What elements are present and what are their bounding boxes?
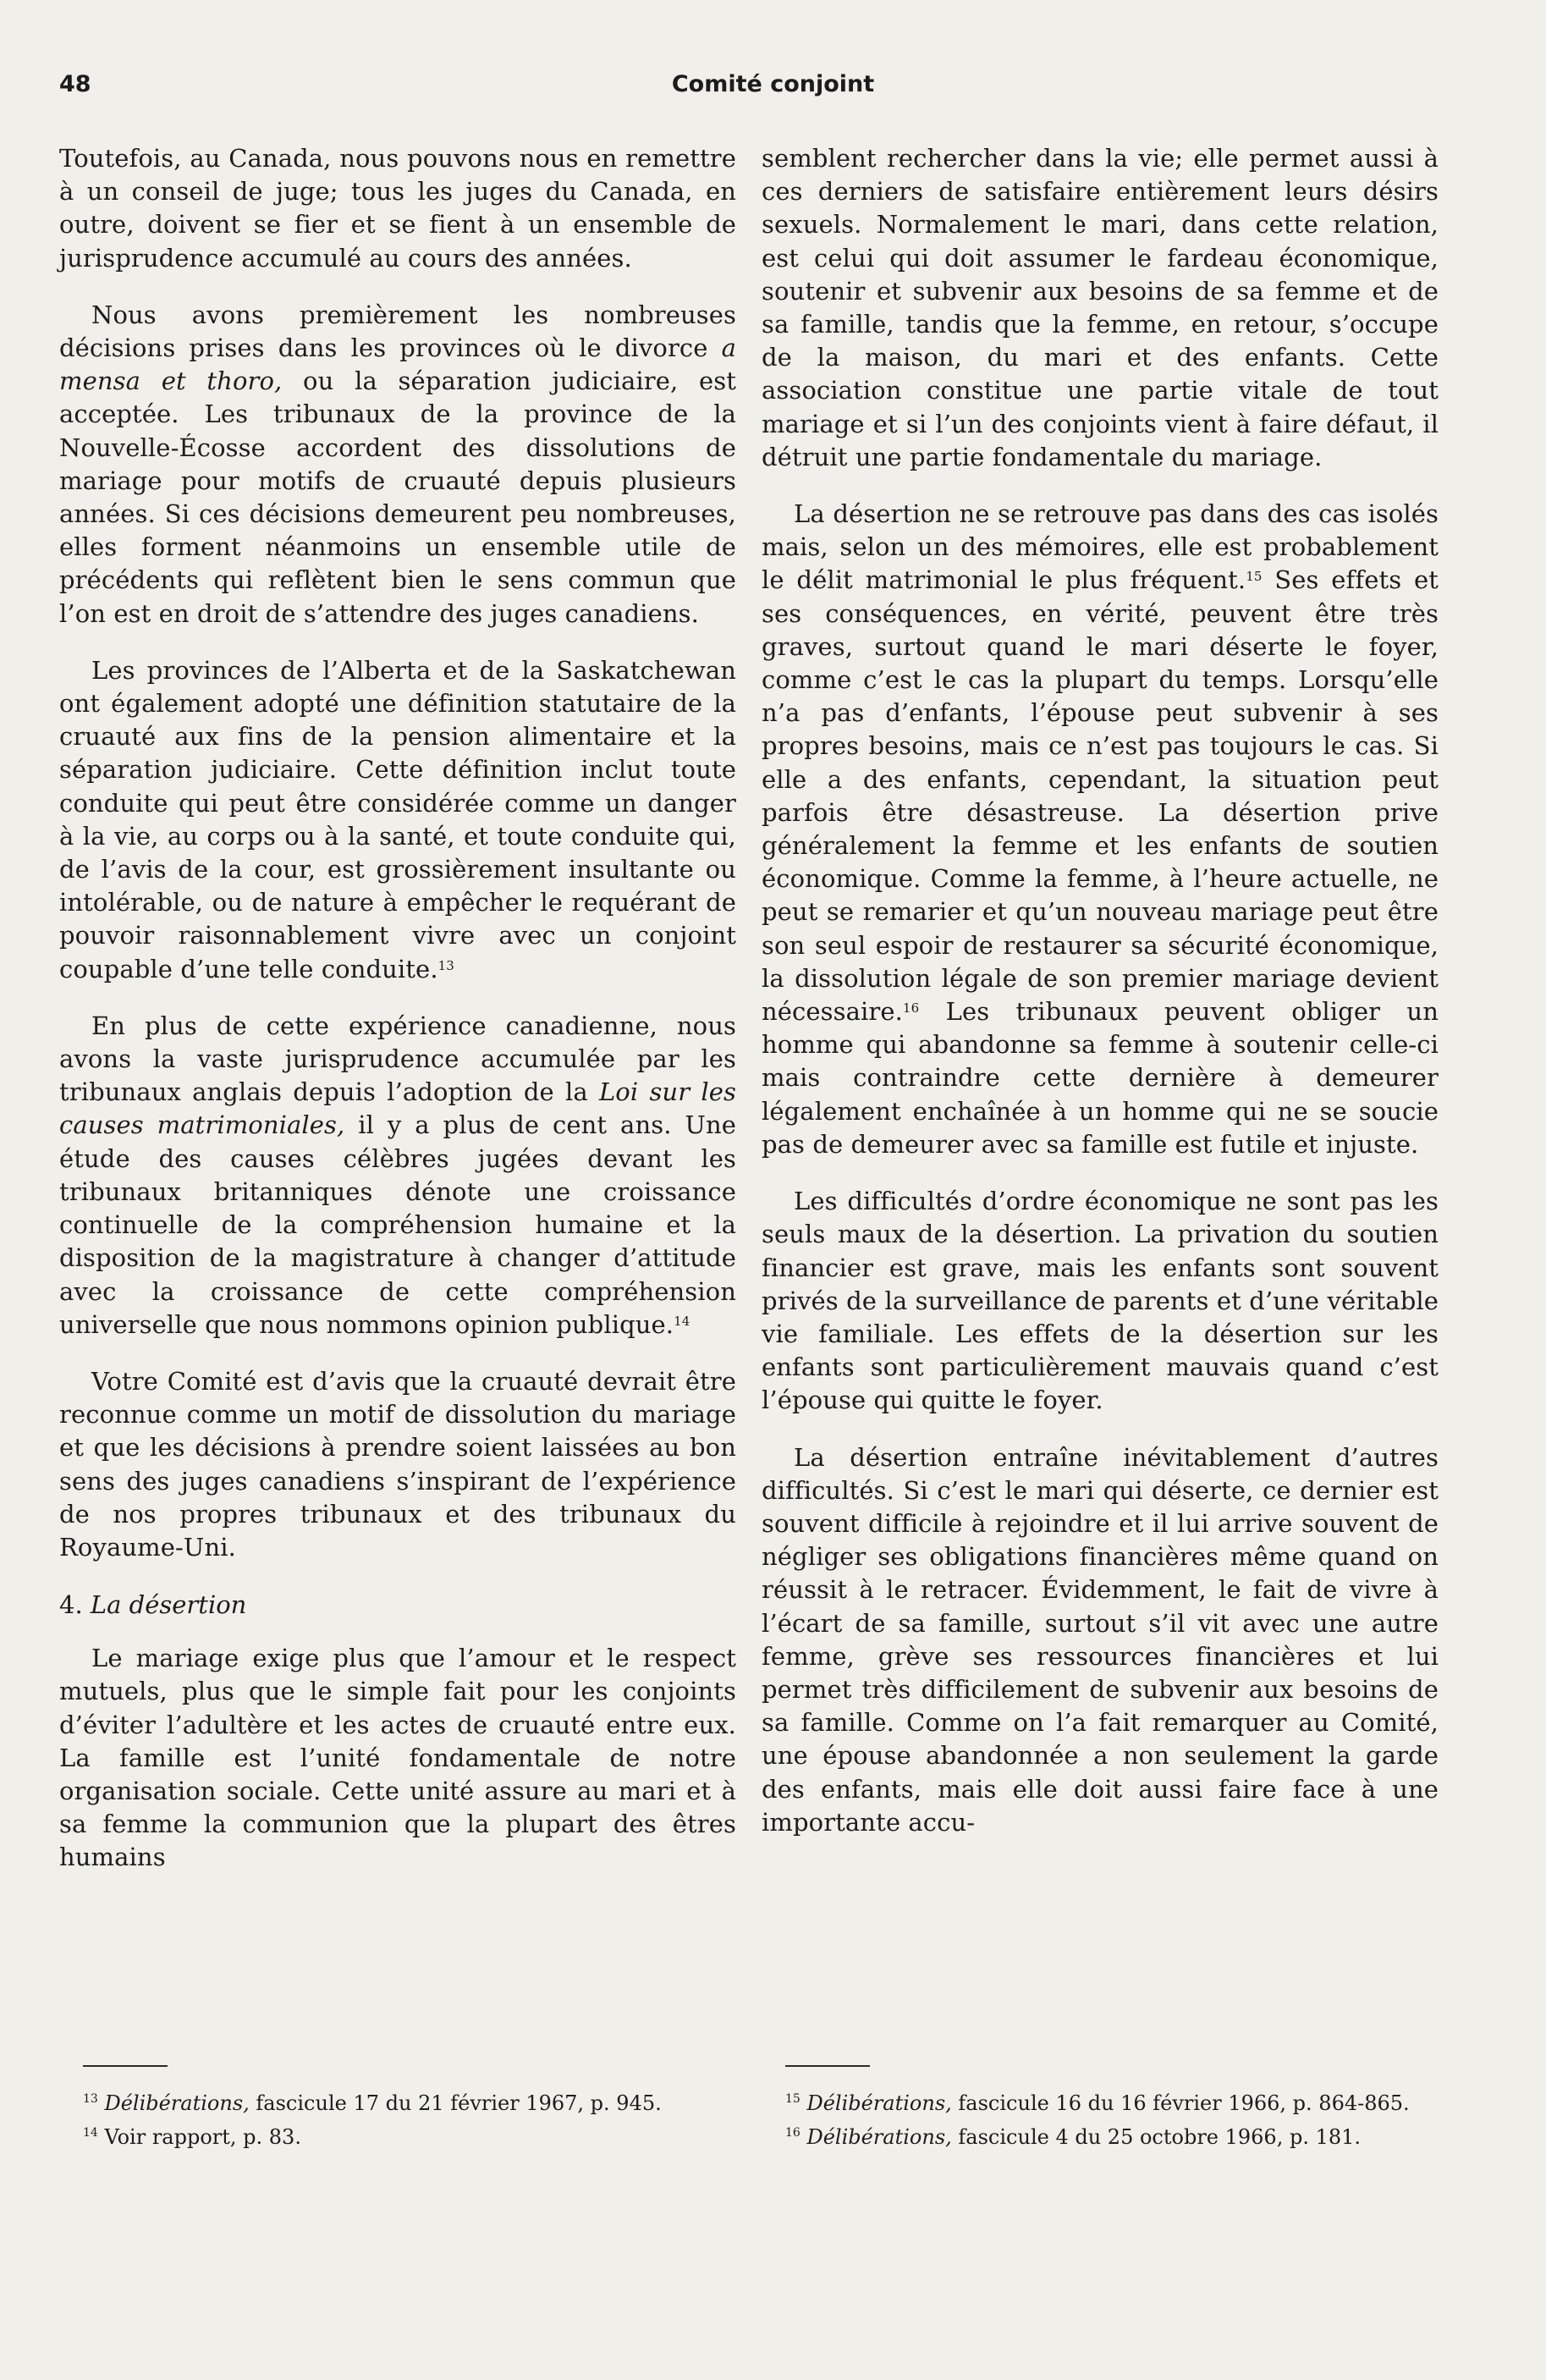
footnote-ref: 15 [1246,569,1263,585]
paragraph: Les provinces de l’Alberta et de la Saskatchewan ont également adopté une définition statutaire de la cruauté aux fins de la pension alimentaire et la séparation judiciaire. Cette définition inclut toute conduite qui peut être considérée comme un danger à la vie, au corps ou à la santé, et toute conduite qui, de l’avis de la cour, est grossièrement insultante ou intolérable, ou de nature à empêcher le requérant de pouvoir raisonnablement vivre avec un conjoint coupable d’une telle conduite.$^{13}$ [59,655,736,983]
paragraph: En plus de cette expérience canadienne, nous avons la vaste jurisprudence accumulée par les tribunaux anglais depuis l’adoption de la Loi sur les causes matrimoniales, il y a plus de cent ans. Une étude des causes célèbres jugées devant les tribunaux britanniques dénote une croissance continuelle de la compréhension humaine et la disposition de la magistrature à changer d’attitude avec la croissance de cette compréhension universelle que nous nommons opinion publique.$^{14}$ [59,1011,736,1339]
footnote-rule [785,2065,870,2067]
page-number: 48 [59,71,91,97]
paragraph: Nous avons premièrement les nombreuses décisions prises dans les provinces où le divorce a mensa et thoro, ou la séparation judiciaire, est acceptée. Les tribunaux de la province de la Nouvelle-Écosse accordent des dissolutions de mariage pour motifs de cruauté depuis plusieurs années. Si ces décisions demeurent peu nombreuses, elles forment néanmoins un ensemble utile de précédents qui reflètent bien le sens commun que l’on est en droit de s’attendre des juges canadiens. [59,300,736,628]
section-heading: 4. La désertion [59,1590,247,1620]
paragraph: Le mariage exige plus que l’amour et le respect mutuels, plus que le simple fait pour les conjoints d’éviter l’adultère et les actes de cruauté entre eux. La famille est l’unité fondamentale de notre organisation sociale. Cette unité assure au mari et à sa femme la communion que la plupart des êtres humains [59,1644,736,1872]
footnote-ref: 13 [437,957,454,973]
footnote-ref: 16 [902,1000,920,1016]
paragraph: semblent rechercher dans la vie; elle permet aussi à ces derniers de satisfaire entièrement leurs désirs sexuels. Normalement le mari, dans cette relation, est celui qui doit assumer le fardeau économique, soutenir et subvenir aux besoins de sa femme et de sa famille, tandis que la femme, en retour, s’occupe de la maison, du mari et des enfants. Cette association constitue une partie vitale de tout mariage et si l’un des conjoints vient à faire défaut, il détruit une partie fondamentale du mariage. [762,144,1439,471]
footnote-rule [83,2065,168,2067]
footnote-ref: 14 [674,1313,690,1329]
footnote: $^{14}$ Voir rapport, p. 83. [83,2125,301,2149]
running-title: Comité conjoint [671,71,875,97]
footnote: $^{15}$ Délibérations, fascicule 16 du 16 février 1966, p. 864-865. [785,2091,1410,2115]
paragraph: Les difficultés d’ordre économique ne sont pas les seuls maux de la désertion. La privation du soutien financier est grave, mais les enfants sont souvent privés de la surveillance de parents et d’une véritable vie familiale. Les effets de la désertion sur les enfants sont particulièrement mauvais quand c’est l’épouse qui quitte le foyer. [762,1187,1439,1415]
paragraph: La désertion entraîne inévitablement d’autres difficultés. Si c’est le mari qui déserte, ce dernier est souvent difficile à rejoindre et il lui arrive souvent de négliger ses obligations financières même quand on réussit à le retracer. Évidemment, le fait de vivre à l’écart de sa famille, surtout s’il vit avec une autre femme, grève ses ressources financières et lui permet très difficilement de subvenir aux besoins de sa famille. Comme on l’a fait remarquer au Comité, une épouse abandonnée a non seulement la garde des enfants, mais elle doit aussi faire face à une importante accu- [762,1442,1439,1837]
right-column [762,142,1439,1863]
paragraph: Votre Comité est d’avis que la cruauté devrait être reconnue comme un motif de dissolution du mariage et que les décisions à prendre soient laissées au bon sens des juges canadiens s’inspirant de l’expérience de nos propres tribunaux et des tribunaux du Royaume-Uni. [59,1366,736,1562]
left-column [59,142,736,1898]
page-header [59,71,1487,113]
footnotes-left [59,2065,736,2153]
paragraph: Toutefois, au Canada, nous pouvons nous en remettre à un conseil de juge; tous les juges du Canada, en outre, doivent se fier et se fient à un ensemble de jurisprudence accumulé au cours des années. [59,144,736,273]
footnote: $^{16}$ Délibérations, fascicule 4 du 25 octobre 1966, p. 181. [785,2125,1362,2149]
paragraph: La désertion ne se retrouve pas dans des cas isolés mais, selon un des mémoires, elle est probablement le délit matrimonial le plus fréquent.$^{15}$ Ses effets et ses conséquences, en vérité, peuvent être très graves, surtout quand le mari déserte le foyer, comme c’est le cas la plupart du temps. Lorsqu’elle n’a pas d’enfants, l’épouse peut subvenir à ses propres besoins, mais ce n’est pas toujours le cas. Si elle a des enfants, cependant, la situation peut parfois être désastreuse. La désertion prive généralement la femme et les enfants de soutien économique. Comme la femme, à l’heure actuelle, ne peut se remarier et qu’un nouveau mariage peut être son seul espoir de restaurer sa sécurité économique, la dissolution légale de son premier mariage devient nécessaire.$^{16}$ Les tribunaux peuvent obliger un homme qui abandonne sa femme à soutenir celle-ci mais contraindre cette dernière à demeurer légalement enchaînée à un homme qui ne se soucie pas de demeurer avec sa famille est futile et injuste. [762,499,1439,1159]
footnotes-right [762,2065,1439,2153]
footnote: $^{13}$ Délibérations, fascicule 17 du 21 février 1967, p. 945. [83,2091,662,2115]
